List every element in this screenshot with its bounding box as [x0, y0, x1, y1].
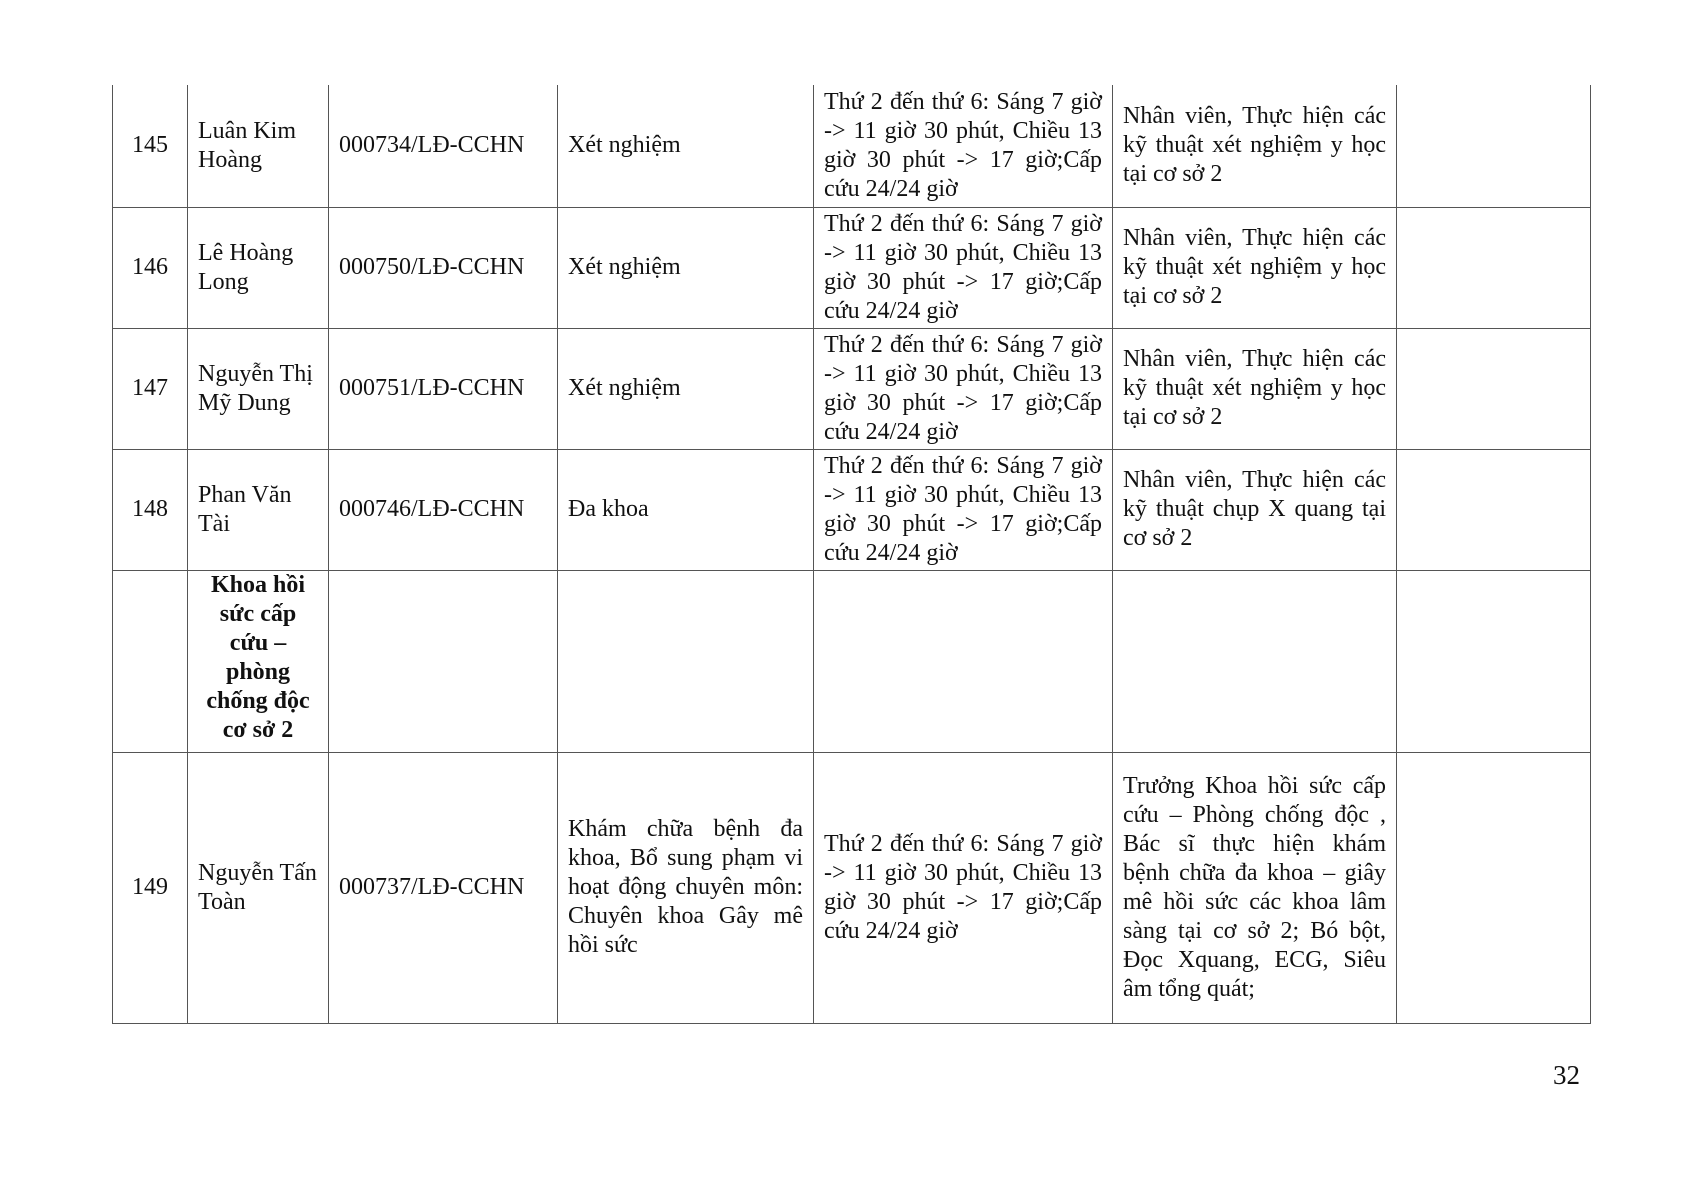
row-number: 146	[113, 207, 188, 328]
position-duties: Trưởng Khoa hồi sức cấp cứu – Phòng chống độc , Bác sĩ thực hiện khám bệnh chữa đa khoa – giây mê hồi sức các khoa lâm sàng tại cơ sở 2; Bó bột, Đọc Xquang, ECG, Siêu âm tổng quát;	[1113, 752, 1397, 1023]
section-row	[113, 570, 1591, 752]
note-cell	[1397, 85, 1591, 207]
row-number: 147	[113, 328, 188, 449]
certificate-number: 000751/LĐ-CCHN	[329, 328, 558, 449]
position-duties: Nhân viên, Thực hiện các kỹ thuật xét nghiệm y học tại cơ sở 2	[1113, 85, 1397, 207]
certificate-number: 000737/LĐ-CCHN	[329, 752, 558, 1023]
note-cell	[1397, 752, 1591, 1023]
section-empty-cell	[558, 570, 814, 752]
staff-name: Nguyễn Thị Mỹ Dung	[188, 328, 329, 449]
row-number: 148	[113, 449, 188, 570]
certificate-number: 000734/LĐ-CCHN	[329, 85, 558, 207]
table-row	[113, 328, 1591, 449]
staff-table	[112, 85, 1591, 1024]
row-number: 145	[113, 85, 188, 207]
working-hours: Thứ 2 đến thứ 6: Sáng 7 giờ -> 11 giờ 30 phút, Chiều 13 giờ 30 phút -> 17 giờ;Cấp cứu 24/24 giờ	[814, 207, 1113, 328]
certificate-number: 000750/LĐ-CCHN	[329, 207, 558, 328]
section-empty-cell	[113, 570, 188, 752]
staff-name: Luân Kim Hoàng	[188, 85, 329, 207]
working-hours: Thứ 2 đến thứ 6: Sáng 7 giờ -> 11 giờ 30 phút, Chiều 13 giờ 30 phút -> 17 giờ;Cấp cứu 24/24 giờ	[814, 85, 1113, 207]
working-hours: Thứ 2 đến thứ 6: Sáng 7 giờ -> 11 giờ 30 phút, Chiều 13 giờ 30 phút -> 17 giờ;Cấp cứu 24/24 giờ	[814, 752, 1113, 1023]
practice-field: Đa khoa	[558, 449, 814, 570]
section-empty-cell	[1397, 570, 1591, 752]
staff-name: Lê Hoàng Long	[188, 207, 329, 328]
certificate-number: 000746/LĐ-CCHN	[329, 449, 558, 570]
position-duties: Nhân viên, Thực hiện các kỹ thuật xét nghiệm y học tại cơ sở 2	[1113, 328, 1397, 449]
page-number: 32	[1553, 1060, 1580, 1090]
section-empty-cell	[814, 570, 1113, 752]
note-cell	[1397, 328, 1591, 449]
working-hours: Thứ 2 đến thứ 6: Sáng 7 giờ -> 11 giờ 30 phút, Chiều 13 giờ 30 phút -> 17 giờ;Cấp cứu 24/24 giờ	[814, 449, 1113, 570]
table-row	[113, 207, 1591, 328]
table-row	[113, 85, 1591, 207]
table-row	[113, 752, 1591, 1023]
table-row	[113, 449, 1591, 570]
position-duties: Nhân viên, Thực hiện các kỹ thuật chụp X quang tại cơ sở 2	[1113, 449, 1397, 570]
staff-name: Phan Văn Tài	[188, 449, 329, 570]
section-title: Khoa hồi sức cấp cứu – phòng chống độc cơ sở 2	[188, 570, 329, 752]
working-hours: Thứ 2 đến thứ 6: Sáng 7 giờ -> 11 giờ 30 phút, Chiều 13 giờ 30 phút -> 17 giờ;Cấp cứu 24/24 giờ	[814, 328, 1113, 449]
section-empty-cell	[329, 570, 558, 752]
staff-name: Nguyễn Tấn Toàn	[188, 752, 329, 1023]
practice-field: Xét nghiệm	[558, 85, 814, 207]
section-empty-cell	[1113, 570, 1397, 752]
row-number: 149	[113, 752, 188, 1023]
practice-field: Xét nghiệm	[558, 328, 814, 449]
note-cell	[1397, 207, 1591, 328]
practice-field: Xét nghiệm	[558, 207, 814, 328]
note-cell	[1397, 449, 1591, 570]
practice-field: Khám chữa bệnh đa khoa, Bổ sung phạm vi hoạt động chuyên môn: Chuyên khoa Gây mê hồi sức	[558, 752, 814, 1023]
position-duties: Nhân viên, Thực hiện các kỹ thuật xét nghiệm y học tại cơ sở 2	[1113, 207, 1397, 328]
